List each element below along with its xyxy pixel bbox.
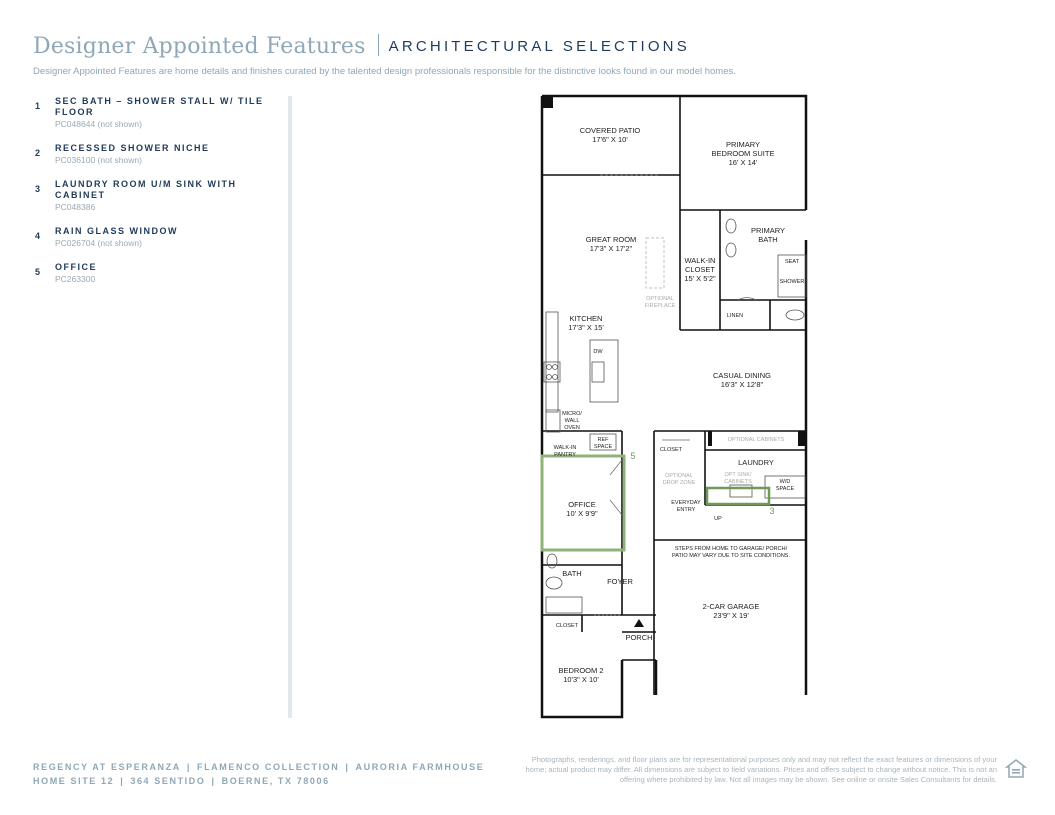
laundry-sink-highlight	[707, 488, 769, 504]
label-primary-suite-2: BEDROOM SUITE	[711, 149, 775, 158]
dim-primary-suite: 16' X 14'	[728, 158, 758, 167]
interior-walls	[542, 96, 806, 695]
feature-item	[33, 96, 273, 129]
footer-sep: |	[211, 776, 216, 786]
label-porch: PORCH	[625, 633, 653, 642]
label-garage: 2-CAR GARAGE	[702, 602, 760, 611]
label-great-room: GREAT ROOM	[585, 235, 637, 244]
label-opt-sink-2: CABINETS	[724, 479, 752, 485]
marker-3: 3	[769, 506, 775, 516]
label-up: UP	[714, 516, 722, 522]
label-wd: W/D	[779, 479, 791, 485]
label-kitchen: KITCHEN	[569, 314, 603, 323]
label-primary-bath-2: BATH	[758, 235, 778, 244]
label-shower: SHOWER	[779, 279, 805, 285]
dim-office: 10' X 9'9"	[566, 509, 598, 518]
label-office: OFFICE	[568, 500, 596, 509]
footer-city: BOERNE, TX 78006	[221, 776, 330, 786]
label-optional-fireplace-2: FIREPLACE	[644, 303, 676, 309]
feature-title: LAUNDRY ROOM U/M SINK WITH CABINET	[55, 179, 237, 200]
label-ref-2: SPACE	[593, 444, 613, 450]
equal-housing-icon	[1005, 758, 1027, 780]
feature-code: PC048644 (not shown)	[55, 119, 142, 129]
feature-title: RECESSED SHOWER NICHE	[55, 143, 210, 153]
page-header	[33, 34, 1033, 59]
feature-item	[33, 226, 273, 248]
dim-bedroom-2: 10'3" X 10'	[563, 675, 599, 684]
feature-number: 1	[35, 101, 41, 111]
feature-title: SEC BATH – SHOWER STALL W/ TILE FLOOR	[55, 96, 264, 117]
column-post	[708, 431, 712, 446]
page-title: Designer Appointed Features	[33, 34, 366, 59]
label-wd-2: SPACE	[775, 486, 795, 492]
footer-location	[33, 760, 484, 788]
column-post	[798, 431, 806, 446]
label-optional-cabinets: OPTIONAL CABINETS	[727, 437, 785, 443]
intro-text: Designer Appointed Features are home details and finishes curated by the talented design professionals responsible for the distinctive looks found in our model homes.	[33, 66, 736, 77]
title-divider	[378, 34, 379, 56]
label-seat: SEAT	[785, 259, 799, 265]
dim-great-room: 17'3" X 17'2"	[589, 244, 633, 253]
label-primary-bath: PRIMARY	[750, 226, 786, 235]
label-steps-note: STEPS FROM HOME TO GARAGE/ PORCH/	[674, 546, 788, 552]
label-walk-in-closet-2: CLOSET	[684, 265, 716, 274]
feature-title: RAIN GLASS WINDOW	[55, 226, 178, 236]
label-laundry: LAUNDRY	[738, 458, 774, 467]
label-primary-suite: PRIMARY	[725, 140, 761, 149]
footer-sep: |	[186, 762, 191, 772]
page-subtitle: ARCHITECTURAL SELECTIONS	[388, 38, 690, 55]
dim-walk-in-closet: 15' X 5'2"	[684, 274, 716, 283]
label-steps-note-2: PATIO MAY VARY DUE TO SITE CONDITIONS.	[672, 553, 790, 559]
label-covered-patio: COVERED PATIO	[579, 126, 641, 135]
label-bath: BATH	[562, 569, 582, 578]
label-micro-2: WALL	[564, 418, 580, 424]
dim-covered-patio: 17'6" X 10'	[592, 135, 628, 144]
label-dw: DW	[593, 349, 603, 355]
footer-disclaimer: Photographs, renderings, and floor plans are for representational purposes only and may not reflect the exact features or dimensions of your home; actual product may differ. All dimensions are subject to field variations. Prices and offers subject to change without notice. This is not an offering where prohibited by law. Not all images may be shown. See online or onsite Sales Consultants for details.	[525, 755, 997, 784]
feature-item	[33, 143, 273, 165]
footer-home-site: HOME SITE 12	[33, 776, 115, 786]
entry-arrow-icon	[634, 619, 644, 627]
feature-code: PC036100 (not shown)	[55, 155, 142, 165]
label-walk-in-closet: WALK-IN	[684, 256, 716, 265]
label-micro: MICRO/	[562, 411, 582, 417]
label-closet-b: CLOSET	[555, 623, 579, 629]
feature-number: 5	[35, 267, 41, 277]
vertical-divider	[288, 96, 292, 718]
label-optional-fireplace: OPTIONAL	[646, 296, 674, 302]
dim-kitchen: 17'3" X 15'	[568, 323, 604, 332]
label-opt-drop-2: DROP ZONE	[662, 480, 696, 486]
dim-garage: 23'9" X 19'	[713, 611, 749, 620]
footer-sep: |	[345, 762, 350, 772]
label-everyday-2: ENTRY	[676, 507, 696, 513]
label-ref: REF	[597, 437, 609, 443]
label-walk-in-pantry-2: PANTRY	[554, 452, 576, 458]
footer-collection: FLAMENCO COLLECTION	[196, 762, 340, 772]
feature-number: 4	[35, 231, 41, 241]
footer-plan-name: AURORIA FARMHOUSE	[355, 762, 485, 772]
footer-address: 364 SENTIDO	[130, 776, 206, 786]
label-everyday: EVERYDAY	[671, 500, 701, 506]
feature-code: PC026704 (not shown)	[55, 238, 142, 248]
feature-item	[33, 179, 273, 212]
marker-5: 5	[630, 451, 636, 461]
label-linen: LINEN	[726, 313, 744, 319]
footer-sep: |	[120, 776, 125, 786]
feature-item	[33, 262, 273, 284]
feature-number: 3	[35, 184, 41, 194]
feature-list	[33, 96, 273, 298]
label-walk-in-pantry: WALK-IN	[553, 445, 577, 451]
footer-community: REGENCY AT ESPERANZA	[33, 762, 181, 772]
feature-code: PC048386	[55, 202, 96, 212]
label-opt-drop: OPTIONAL	[665, 473, 693, 479]
feature-number: 2	[35, 148, 41, 158]
dim-casual-dining: 16'3" X 12'8"	[720, 380, 764, 389]
label-casual-dining: CASUAL DINING	[712, 371, 772, 380]
label-closet-a: CLOSET	[659, 447, 683, 453]
feature-title: OFFICE	[55, 262, 97, 272]
column-post	[541, 96, 553, 108]
label-micro-3: OVEN	[564, 425, 580, 431]
label-foyer: FOYER	[607, 577, 633, 586]
feature-code: PC263300	[55, 274, 96, 284]
label-opt-sink: OPT SINK/	[724, 472, 752, 478]
floor-plan	[530, 90, 820, 725]
label-bedroom-2: BEDROOM 2	[558, 666, 604, 675]
